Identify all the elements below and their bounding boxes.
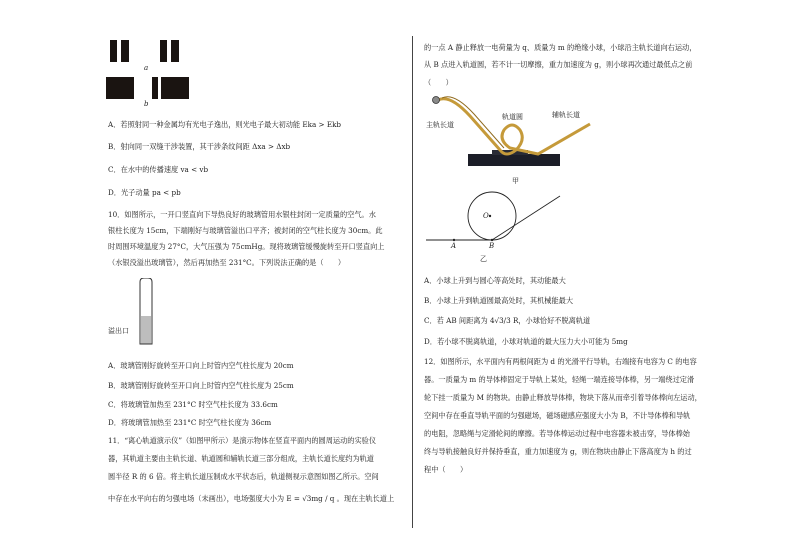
track-circle xyxy=(468,192,516,240)
q11-option-b: B．小球上升到轨道圆最高处时，其机械能最大 xyxy=(424,296,574,305)
center-label: O xyxy=(483,212,489,220)
q10-stem-line-1: 10．如图所示，一开口竖直向下导热良好的玻璃管用水银柱封闭一定质量的空气。水 xyxy=(108,210,376,219)
point-a-dot xyxy=(453,239,455,241)
interference-fringes-figure xyxy=(106,40,192,110)
q11-stem-line-5: 的一点 A 静止释放一电荷量为 q、质量为 m 的绝缘小球，小球沿主轨长道向右运动， xyxy=(424,43,697,52)
q12-stem-line-7: 程中（ ） xyxy=(424,465,468,474)
ball xyxy=(433,97,440,104)
fringe-label-a: a xyxy=(144,64,149,72)
fringe-label-b: b xyxy=(144,100,149,108)
q10-option-d: D．将玻璃管加热至 231°C 时空气柱长度为 36cm xyxy=(108,418,272,427)
q10-option-b: B．玻璃管刚好旋转至开口向上时管内空气柱长度为 25cm xyxy=(108,381,294,390)
aux-track-label: 辅轨长道 xyxy=(552,111,580,119)
q11-stem-line-7: （ ） xyxy=(424,78,453,87)
loop-label: 轨道圆 xyxy=(502,113,523,121)
q11-stem-line-3: 圆半径 R 的 6 倍。将主轨长道压制成水平状态后，轨道侧视示意图如图乙所示。空间 xyxy=(108,472,379,481)
glass-tube-svg xyxy=(108,278,168,352)
centrifugal-track-figure xyxy=(420,88,630,188)
q9-option-d: D．光子动量 pa < pb xyxy=(108,188,181,197)
q12-stem-line-6: 终与导轨接触良好并保持垂直，重力加速度为 g，则在物块由静止下落高度为 h 的过 xyxy=(424,447,692,456)
q9-option-a: A．若照射同一种金属均有光电子逸出，则光电子最大初动能 Eka > Ekb xyxy=(108,120,342,129)
q10-stem-line-4: （水银没溢出玻璃管），然后再加热至 231°C。下列说法正确的是（ ） xyxy=(108,258,346,267)
fringe-a-bar-4 xyxy=(171,40,179,62)
q11-stem-line-4: 中存在水平向右的匀强电场（未画出），电场强度大小为 E = √3mg / q 。现在主轨长道上 xyxy=(108,494,395,503)
q10-stem-line-2: 银柱长度为 15cm，下端刚好与玻璃管溢出口平齐；被封闭的空气柱长度为 30cm。此 xyxy=(108,226,383,235)
q11-option-a: A．小球上升到与圆心等高处时，其动能最大 xyxy=(424,276,566,285)
q12-stem-line-3: 轮下挂一质量为 M 的物块。由静止释放导体棒，物块下落从而牵引着导体棒向左运动， xyxy=(424,393,702,402)
q9-option-c: C．在水中的传播速度 va < vb xyxy=(108,165,209,174)
q12-stem-line-5: 的电阻，忽略绳与定滑轮间的摩擦。若导体棒运动过程中电容器未被击穿，导体棒始 xyxy=(424,429,690,438)
main-track-label: 主轨长道 xyxy=(426,121,454,129)
q11-option-d: D．若小球不脱离轨道，小球对轨道的最大压力大小可能为 5mg xyxy=(424,337,628,346)
aux-track-line xyxy=(492,196,560,240)
fringe-a-bar-1 xyxy=(110,40,117,62)
q10-option-a: A．玻璃管刚好旋转至开口向上时管内空气柱长度为 20cm xyxy=(108,361,294,370)
figure-caption-yi: 乙 xyxy=(480,255,487,263)
fringe-b-bar-2 xyxy=(152,77,158,99)
q12-stem-line-1: 12．如图所示，水平面内有两根间距为 d 的光滑平行导轨，右端接有电容为 C 的电容 xyxy=(424,357,697,366)
q11-stem-line-2: 器，其轨道主要由主轨长道、轨道圆和辅轨长道三部分组成，主轨长道长度约为轨道 xyxy=(108,454,374,463)
column-divider xyxy=(412,36,413,528)
q12-stem-line-4: 空间中存在垂直导轨平面的匀强磁场，磁场磁感应强度大小为 B，不计导体棒和导轨 xyxy=(424,411,691,420)
fringe-b-bar-1 xyxy=(106,77,134,99)
point-b-label: B xyxy=(489,242,495,250)
fringe-a-bar-2 xyxy=(121,40,129,62)
q10-option-c: C．将玻璃管加热至 231°C 时空气柱长度为 33.6cm xyxy=(108,400,278,409)
figure-caption-jia: 甲 xyxy=(512,177,519,185)
track-base xyxy=(468,154,560,166)
q12-stem-line-2: 器。一质量为 m 的导体棒固定于导轨上某处，轻绳一端连接导体棒，另一端绕过定滑 xyxy=(424,375,695,384)
circle-track-diagram xyxy=(420,188,580,264)
center-dot xyxy=(489,215,491,217)
q11-stem-line-6: 从 B 点进入轨道圆，若不计一切摩擦，重力加速度为 g，则小球再次通过最低点之前 xyxy=(424,60,693,69)
q11-stem-line-1: 11．“离心轨道演示仪”（如图甲所示）是演示物体在竖直平面内的圆周运动的实验仪 xyxy=(108,436,377,445)
glass-tube-figure xyxy=(108,278,168,352)
point-a-label: A xyxy=(451,242,457,250)
q10-stem-line-3: 时周围环境温度为 27°C，大气压强为 75cmHg。现将玻璃管缓慢旋转至开口竖直向上 xyxy=(108,242,385,251)
fringe-b-bar-3 xyxy=(161,77,189,99)
point-b-dot xyxy=(491,239,493,241)
circle-track-svg xyxy=(420,188,580,264)
q11-option-c: C．若 AB 间距离为 4√3/3 R，小球恰好不脱离轨道 xyxy=(424,316,591,325)
centrifugal-track-svg xyxy=(420,88,630,188)
mercury-column xyxy=(141,316,151,344)
fringe-a-bar-3 xyxy=(160,40,167,62)
outlet-label: 溢出口 xyxy=(108,327,129,335)
q9-option-b: B．射向同一双缝干涉装置，其干涉条纹间距 Δxa > Δxb xyxy=(108,142,291,151)
